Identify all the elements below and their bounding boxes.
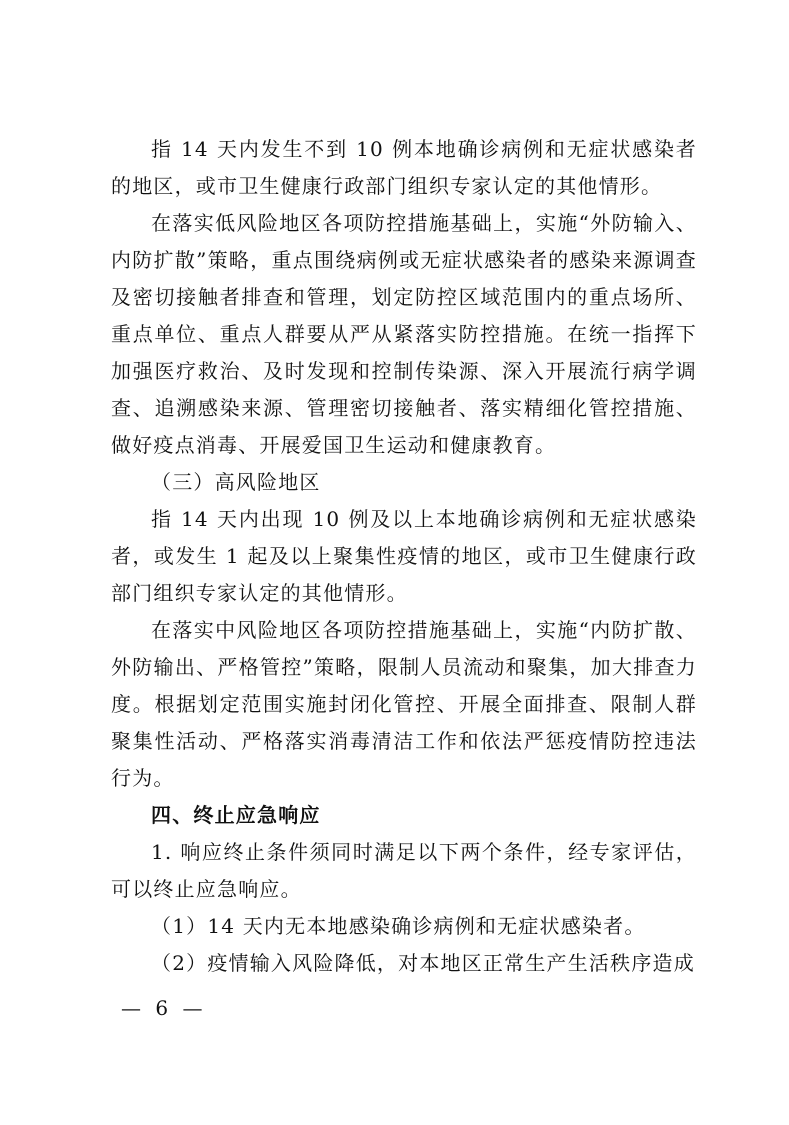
- paragraph-high-risk-measures: 在落实中风险地区各项防控措施基础上，实施“内防扩散、外防输出、严格管控”策略，限制人员流动和聚集，加大排查力度。根据划定范围实施封闭化管控、开展全面排查、限制人群聚集性活动、严格落实消毒清洁工作和依法严惩疫情防控违法行为。: [111, 618, 697, 790]
- subheading-high-risk-area: （三）高风险地区: [151, 470, 321, 494]
- paragraph-condition-2: （2）疫情输入风险降低，对本地区正常生产生活秩序造成: [151, 951, 695, 975]
- paragraph-high-risk-definition: 指 14 天内出现 10 例及以上本地确诊病例和无症状感染者，或发生 1 起及以上聚集性疫情的地区，或市卫生健康行政部门组织专家认定的其他情形。: [111, 507, 697, 605]
- paragraph-condition-1: （1）14 天内无本地感染确诊病例和无症状感染者。: [151, 914, 646, 938]
- page-number: — 6 —: [121, 996, 207, 1020]
- paragraph-medium-risk-definition: 指 14 天内发生不到 10 例本地确诊病例和无症状感染者的地区，或市卫生健康行政部门组织专家认定的其他情形。: [111, 137, 697, 198]
- paragraph-termination-conditions: 1. 响应终止条件须同时满足以下两个条件，经专家评估，可以终止应急响应。: [111, 840, 697, 901]
- paragraph-medium-risk-measures: 在落实低风险地区各项防控措施基础上，实施“外防输入、内防扩散”策略，重点围绕病例或无症状感染者的感染来源调查及密切接触者排查和管理，划定防控区域范围内的重点场所、重点单位、重点人群要从严从紧落实防控措施。在统一指挥下加强医疗救治、及时发现和控制传染源、深入开展流行病学调查、追溯感染来源、管理密切接触者、落实精细化管控措施、做好疫点消毒、开展爱国卫生运动和健康教育。: [111, 211, 697, 457]
- document-body: [111, 131, 697, 982]
- section-heading-terminate-response: 四、终止应急响应: [151, 803, 321, 827]
